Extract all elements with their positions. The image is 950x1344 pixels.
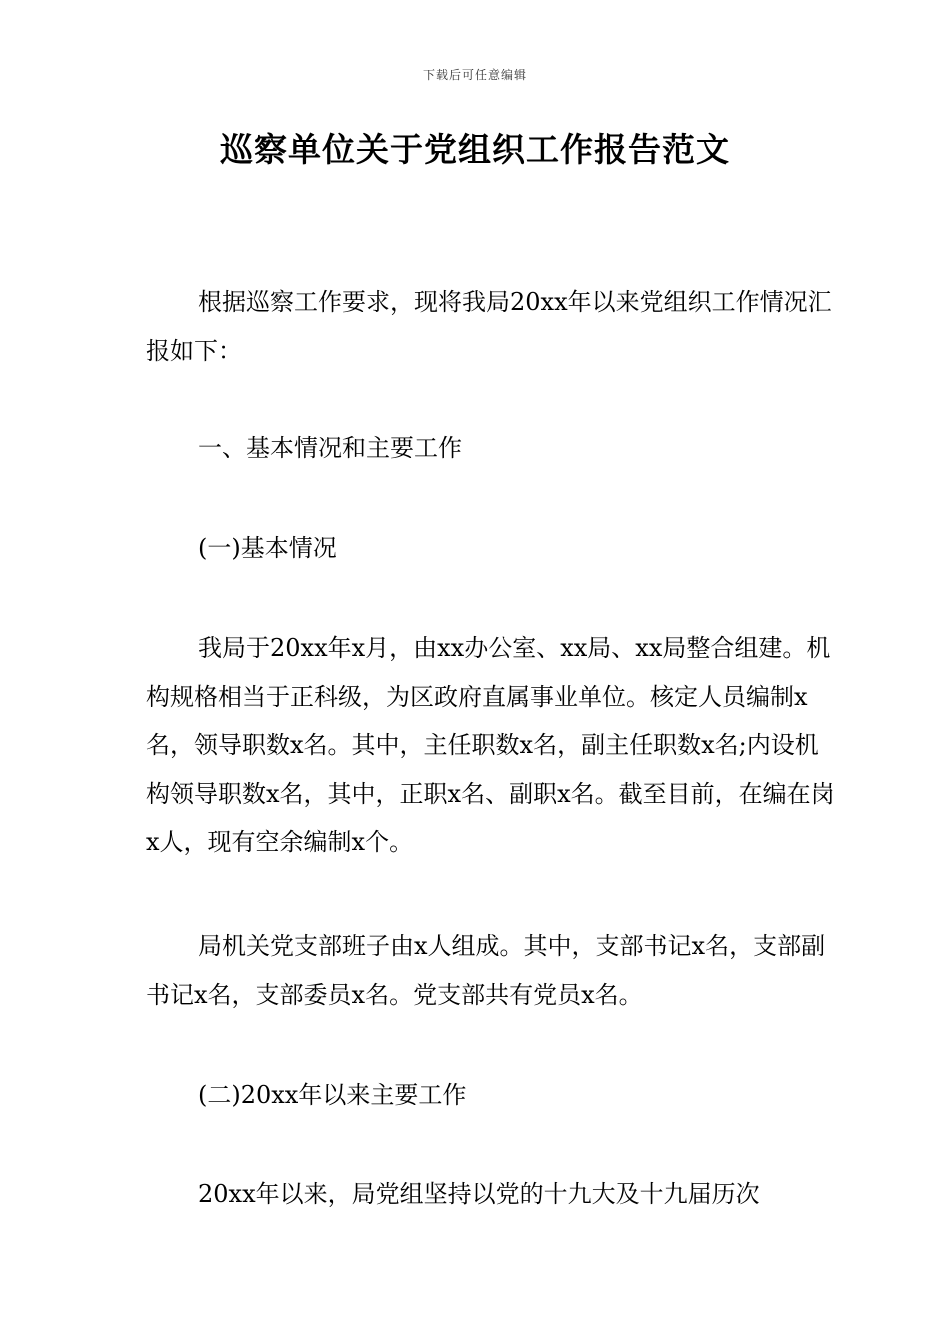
main-work-paragraph: 20xx年以来，局党组坚持以党的十九大及十九届历次 xyxy=(198,1180,760,1208)
basic-info-block xyxy=(146,624,836,867)
section-heading-1: 一、基本情况和主要工作 xyxy=(198,434,462,462)
subsection-heading-2: (二)20xx年以来主要工作 xyxy=(198,1081,467,1109)
document-title: 巡察单位关于党组织工作报告范文 xyxy=(220,130,730,169)
subsection-1-block xyxy=(146,524,836,573)
section-1-block xyxy=(146,424,836,473)
branch-info-block xyxy=(146,922,836,1019)
main-work-block xyxy=(146,1170,836,1219)
basic-info-paragraph: 我局于20xx年x月，由xx办公室、xx局、xx局整合组建。机构规格相当于正科级，为区政府直属事业单位。核定人员编制x名，领导职数x名。其中，主任职数x名，副主任职数x名;内设机构领导职数x名，其中，正职x名、副职x名。截至目前，在编在岗x人，现有空余编制x个。 xyxy=(146,634,835,856)
header-note: 下载后可任意编辑 xyxy=(422,68,527,82)
subsection-2-block xyxy=(146,1071,836,1120)
subsection-heading-1: (一)基本情况 xyxy=(198,534,337,562)
intro-block xyxy=(146,278,836,375)
branch-info-paragraph: 局机关党支部班子由x人组成。其中，支部书记x名，支部副书记x名，支部委员x名。党支部共有党员x名。 xyxy=(146,932,826,1009)
intro-paragraph: 根据巡察工作要求，现将我局20xx年以来党组织工作情况汇报如下： xyxy=(146,288,832,365)
